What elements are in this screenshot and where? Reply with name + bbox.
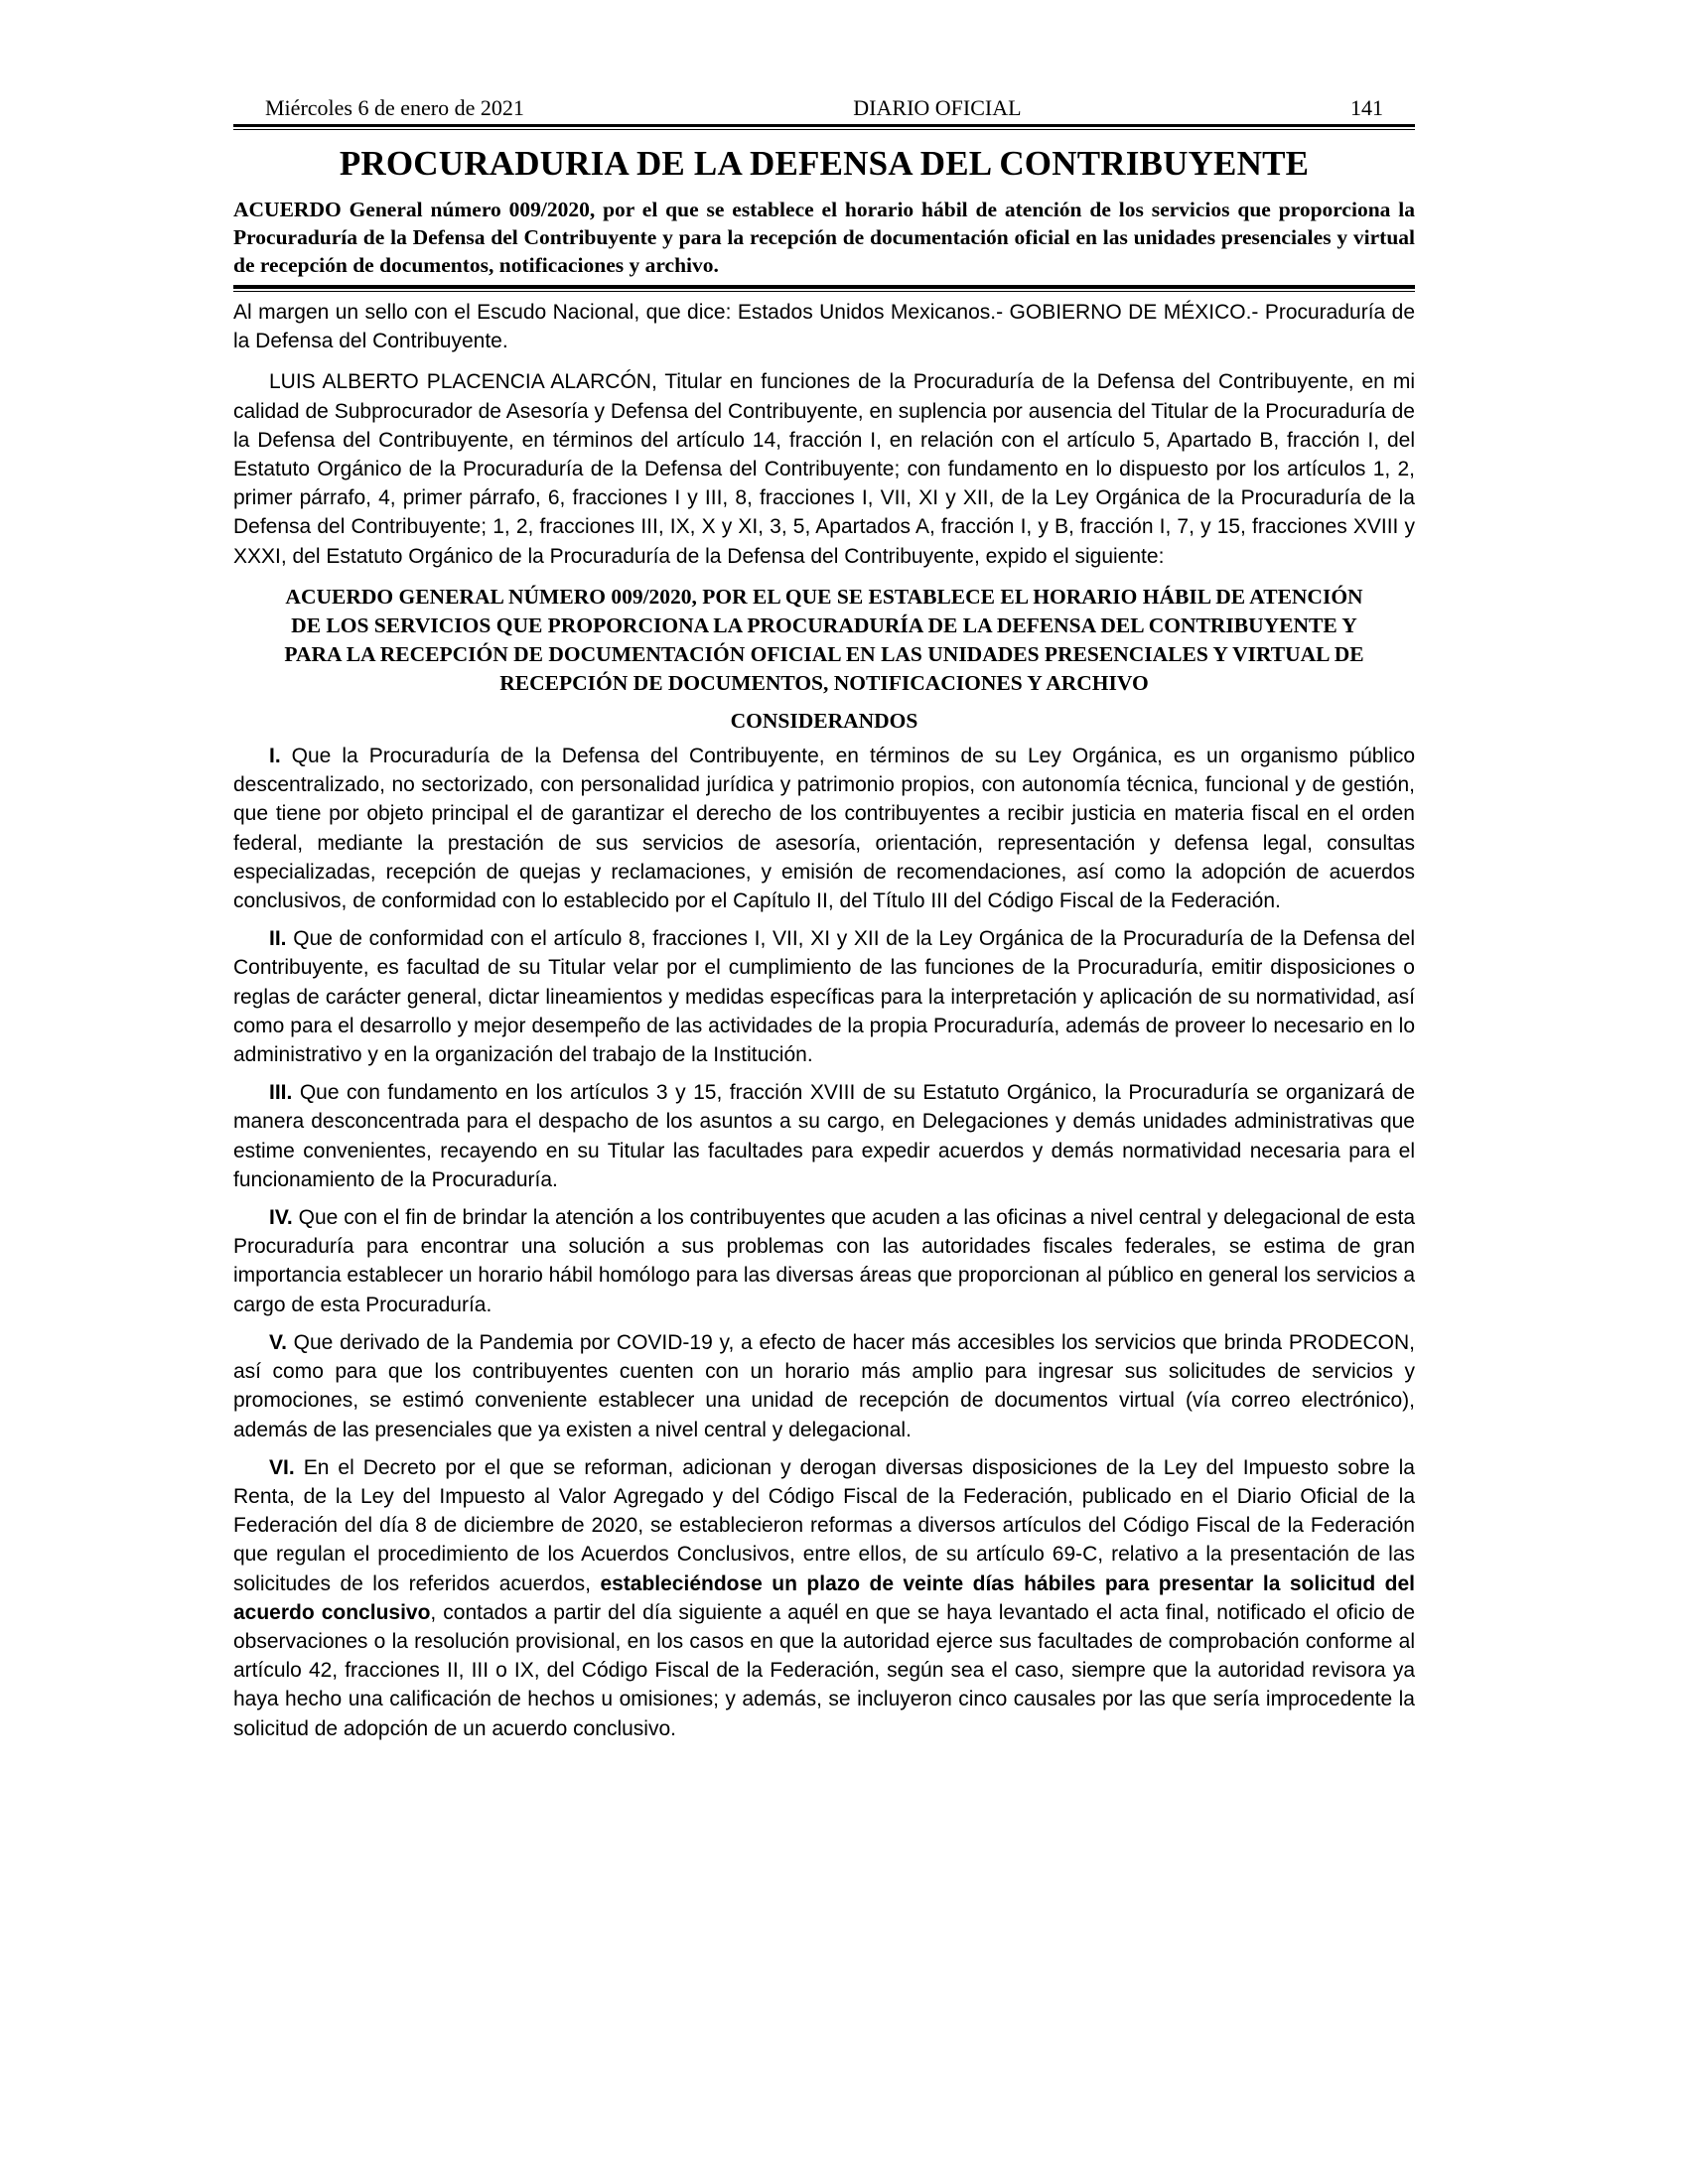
considerando-4 — [233, 1203, 1415, 1319]
considerando-number: I. — [269, 745, 281, 768]
considerando-number: IV. — [269, 1206, 293, 1230]
header-date: Miércoles 6 de enero de 2021 — [265, 95, 524, 120]
considerando-number: VI. — [269, 1455, 295, 1479]
summary-rule-thin — [233, 291, 1415, 292]
considerando-2 — [233, 924, 1415, 1069]
considerandos-heading: CONSIDERANDOS — [730, 708, 918, 733]
considerando-text: Que con fundamento en los artículos 3 y 15, fracción XVIII de su Estatuto Orgánico, la Procuraduría se organizará de manera desconcentrada para el despacho de los asuntos a su cargo, en Delegaciones y demás unidades administrativas que estime convenientes, recayendo en su Titular las facultades para expedir acuerdos y demás normatividad necesaria para el funcionamiento de la Procuraduría. — [233, 1081, 1415, 1191]
header-rule — [233, 124, 1415, 127]
considerando-number: III. — [269, 1081, 293, 1105]
summary-rule — [233, 285, 1415, 289]
header-publication: DIARIO OFICIAL — [853, 95, 1022, 120]
document-body — [233, 298, 1415, 1743]
considerando-1 — [233, 742, 1415, 915]
agreement-summary: ACUERDO General número 009/2020, por el que se establece el horario hábil de atención de los servicios que proporciona la Procuraduría de la Defensa del Contribuyente y para la recepción de documentación oficial en las unidades presenciales y virtual de recepción de documentos, notificaciones y archivo. — [233, 198, 1415, 277]
considerando-emphasis: estableciéndose un plazo de veinte días hábiles para presentar la solicitud del acuerdo conclusivo — [233, 1571, 1415, 1624]
considerando-number: V. — [269, 1330, 287, 1354]
margin-note: Al margen un sello con el Escudo Nacional, que dice: Estados Unidos Mexicanos.- GOBIERNO DE MÉXICO.- Procuraduría de la Defensa del Contribuyente. — [233, 301, 1415, 353]
considerando-6 — [233, 1453, 1415, 1743]
document-page — [233, 95, 1415, 1743]
considerando-3 — [233, 1078, 1415, 1194]
page-header — [233, 95, 1415, 121]
considerando-text: Que derivado de la Pandemia por COVID-19 y, a efecto de hacer más accesibles los servicios que brinda PRODECON, así como para que los contribuyentes cuenten con un horario más amplio para ingresar sus solicitudes de servicios y promociones, se estimó conveniente establecer una unidad de recepción de documentos virtual (vía correo electrónico), además de las presenciales que ya existen a nivel central y delegacional. — [233, 1330, 1415, 1441]
considerando-text: Que con el fin de brindar la atención a los contribuyentes que acuden a las oficinas a nivel central y delegacional de esta Procuraduría para encontrar una solución a sus problemas con las autoridades fiscales federales, se estima de gran importancia establecer un horario hábil homólogo para las diversas áreas que proporcionan al público en general los servicios a cargo de esta Procuraduría. — [233, 1206, 1415, 1316]
header-page-number: 141 — [1350, 95, 1383, 120]
header-rule-thin — [233, 129, 1415, 130]
considerando-text-end: , contados a partir del día siguiente a aquél en que se haya levantado el acta final, notificado el oficio de observaciones o la resolución provisional, en los casos en que la autoridad ejerce sus facultades de comprobación conforme al artículo 42, fracciones II, III o IX, del Código Fiscal de la Federación, según sea el caso, siempre que la autoridad revisora ya haya hecho una calificación de hechos u omisiones; y además, se incluyeron cinco causales por las que sería improcedente la solicitud de adopción de un acuerdo conclusivo. — [233, 1600, 1415, 1740]
considerandos-list — [233, 742, 1415, 1743]
considerando-text: Que la Procuraduría de la Defensa del Contribuyente, en términos de su Ley Orgánica, es un organismo público descentralizado, no sectorizado, con personalidad jurídica y patrimonio propios, con autonomía técnica, funcional y de gestión, que tiene por objeto principal el de garantizar el derecho de los contribuyentes a recibir justicia en materia fiscal en el orden federal, mediante la prestación de sus servicios de asesoría, orientación, representación y defensa legal, consultas especializadas, recepción de quejas y reclamaciones, y emisión de recomendaciones, así como la adopción de acuerdos conclusivos, de conformidad con lo establecido por el Capítulo II, del Título III del Código Fiscal de la Federación. — [233, 745, 1415, 913]
considerando-number: II. — [269, 927, 287, 951]
considerando-5 — [233, 1328, 1415, 1444]
considerando-text: Que de conformidad con el artículo 8, fracciones I, VII, XI y XII de la Ley Orgánica de la Procuraduría de la Defensa del Contribuyente, es facultad de su Titular velar por el cumplimiento de las funciones de la Procuraduría, emitir disposiciones o reglas de carácter general, dictar lineamientos y medidas específicas para la interpretación y aplicación de su normatividad, así como para el desarrollo y mejor desempeño de las actividades de la propia Procuraduría, además de proveer lo necesario en lo administrativo y en la organización del trabajo de la Institución. — [233, 927, 1415, 1067]
agreement-title: ACUERDO GENERAL NÚMERO 009/2020, POR EL QUE SE ESTABLECE EL HORARIO HÁBIL DE ATENCIÓN DE LOS SERVICIOS QUE PROPORCIONA LA PROCURADURÍA DE LA DEFENSA DEL CONTRIBUYENTE Y PARA LA RECEPCIÓN DE DOCUMENTACIÓN OFICIAL EN LAS UNIDADES PRESENCIALES Y VIRTUAL DE RECEPCIÓN DE DOCUMENTOS, NOTIFICACIONES Y ARCHIVO — [284, 584, 1364, 695]
intro-paragraph: LUIS ALBERTO PLACENCIA ALARCÓN, Titular en funciones de la Procuraduría de la Defensa del Contribuyente, en mi calidad de Subprocurador de Asesoría y Defensa del Contribuyente, en suplencia por ausencia del Titular de la Procuraduría de la Defensa del Contribuyente, en términos del artículo 14, fracción I, en relación con el artículo 5, Apartado B, fracción I, del Estatuto Orgánico de la Procuraduría de la Defensa del Contribuyente; con fundamento en lo dispuesto por los artículos 1, 2, primer párrafo, 4, primer párrafo, 6, fracciones I y III, 8, fracciones I, VII, XI y XII, de la Ley Orgánica de la Procuraduría de la Defensa del Contribuyente; 1, 2, fracciones III, IX, X y XI, 3, 5, Apartados A, fracción I, y B, fracción I, 7, y 15, fracciones XVIII y XXXI, del Estatuto Orgánico de la Procuraduría de la Defensa del Contribuyente, expido el siguiente: — [233, 370, 1415, 568]
considerando-text: En el Decreto por el que se reforman, adicionan y derogan diversas disposiciones de la Ley del Impuesto sobre la Renta, de la Ley del Impuesto al Valor Agregado y del Código Fiscal de la Federación, publicado en el Diario Oficial de la Federación del día 8 de diciembre de 2020, se establecieron reformas a diversos artículos del Código Fiscal de la Federación que regulan el procedimiento de los Acuerdos Conclusivos, entre ellos, de su artículo 69-C, relativo a la presentación de las solicitudes de los referidos acuerdos, — [233, 1455, 1415, 1595]
section-title: PROCURADURIA DE LA DEFENSA DEL CONTRIBUYENTE — [339, 144, 1310, 183]
